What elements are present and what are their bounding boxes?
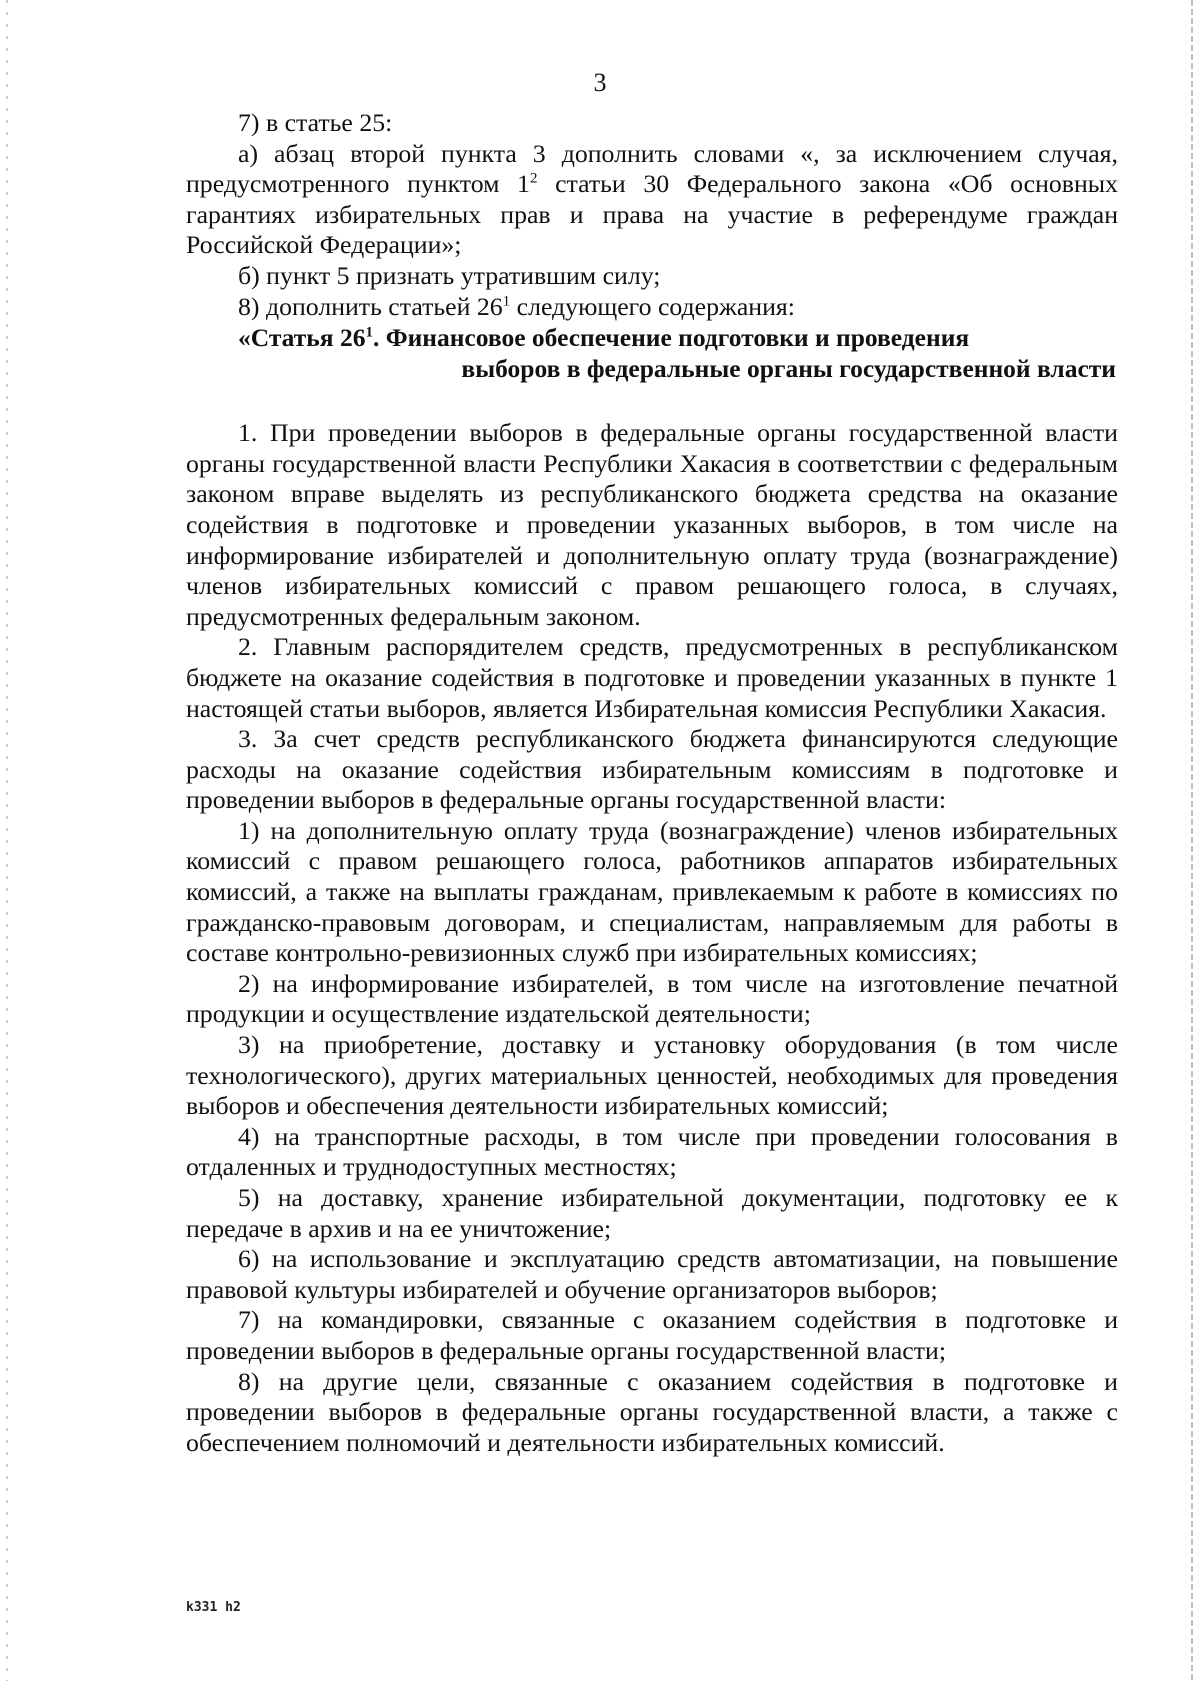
article-paragraph bbox=[186, 418, 1118, 632]
article-paragraph bbox=[186, 969, 1118, 1030]
footer-code: k331 h2 bbox=[186, 1600, 241, 1615]
scan-edge-right bbox=[1191, 0, 1193, 1681]
article-heading bbox=[186, 322, 1118, 384]
paragraph-text: 8) на другие цели, связанные с оказанием содействия в подготовке и проведении выборов в федеральные органы государственной власти, а также с обеспечением полномочий и деятельности избирательных комиссий. bbox=[186, 1366, 1118, 1457]
article-heading-title-line2: выборов в федеральные органы государственной власти bbox=[461, 354, 1116, 384]
paragraph-text: следующего содержания: bbox=[510, 291, 795, 321]
paragraph-text: б) пункт 5 признать утратившим силу; bbox=[238, 260, 661, 290]
paragraph-text: 3) на приобретение, доставку и установку оборудования (в том числе технологического), других материальных ценностей, необходимых для проведения выборов и обеспечения деятельности избирательных комиссий; bbox=[186, 1030, 1118, 1121]
paragraph-text: а) абзац второй пункта 3 дополнить словами «, за исключением случая, предусмотренного пунктом 1 bbox=[186, 138, 1118, 199]
page-number: 3 bbox=[593, 68, 607, 97]
heading-spacer bbox=[186, 384, 1118, 418]
paragraph-text: 6) на использование и эксплуатацию средств автоматизации, на повышение правовой культуры избирателей и обучение организаторов выборов; bbox=[186, 1244, 1118, 1304]
article-heading-sup: 1 bbox=[365, 324, 373, 341]
article-text bbox=[186, 418, 1118, 1458]
amendment-paragraph bbox=[186, 292, 1118, 323]
amendment-paragraph bbox=[186, 261, 1118, 292]
article-paragraph bbox=[186, 816, 1118, 969]
article-heading-title: . Финансовое обеспечение подготовки и проведения bbox=[372, 323, 970, 353]
paragraph-text: 5) на доставку, хранение избирательной документации, подготовку ее к передаче в архив и на ее уничтожение; bbox=[186, 1183, 1118, 1243]
article-paragraph bbox=[186, 1030, 1118, 1122]
paragraph-text: 4) на транспортные расходы, в том числе при проведении голосования в отдаленных и труднодоступных местностях; bbox=[186, 1121, 1118, 1182]
article-paragraph bbox=[186, 724, 1118, 816]
superscript: 2 bbox=[529, 170, 538, 187]
article-paragraph bbox=[186, 1305, 1118, 1366]
amendment-paragraph bbox=[186, 108, 1118, 139]
superscript: 1 bbox=[502, 292, 511, 309]
amendment-list bbox=[186, 108, 1118, 322]
paragraph-text: 7) в статье 25: bbox=[238, 108, 393, 137]
article-paragraph bbox=[186, 1183, 1118, 1244]
paragraph-text: 8) дополнить статьей 26 bbox=[238, 291, 503, 321]
paragraph-text: 2) на информирование избирателей, в том числе на изготовление печатной продукции и осуществление издательской деятельности; bbox=[186, 968, 1118, 1029]
document-body bbox=[186, 108, 1118, 1458]
paragraph-text: статьи 30 Федерального закона «Об основных гарантиях избирательных прав и права на участие в референдуме граждан Российской Федерации»; bbox=[186, 169, 1118, 260]
paragraph-text: 3. За счет средств республиканского бюджета финансируются следующие расходы на оказание содействия избирательным комиссиям в подготовке и проведении выборов в федеральные органы государственной власти: bbox=[186, 724, 1118, 815]
article-heading-prefix: «Статья 26 bbox=[238, 323, 366, 353]
article-paragraph bbox=[186, 1122, 1118, 1183]
amendment-paragraph bbox=[186, 139, 1118, 261]
article-paragraph bbox=[186, 632, 1118, 724]
scan-edge-left bbox=[6, 0, 8, 1681]
paragraph-text: 1. При проведении выборов в федеральные органы государственной власти органы государственной власти Республики Хакасия в соответствии с федеральным законом вправе выделять из республиканского бюджета средства на оказание содействия в подготовке и проведении указанных выборов, в том числе на информирование избирателей и дополнительную оплату труда (вознаграждение) членов избирательных комиссий с правом решающего голоса, в случаях, предусмотренных федеральным законом. bbox=[186, 418, 1118, 631]
paragraph-text: 7) на командировки, связанные с оказанием содействия в подготовке и проведении выборов в федеральные органы государственной власти; bbox=[186, 1305, 1118, 1365]
article-paragraph bbox=[186, 1367, 1118, 1459]
article-paragraph bbox=[186, 1244, 1118, 1305]
paragraph-text: 1) на дополнительную оплату труда (вознаграждение) членов избирательных комиссий с правом решающего голоса, работников аппаратов избирательных комиссий, а также на выплаты гражданам, привлекаемым к работе в комиссиях по гражданско-правовым договорам, и специалистам, направляемым для работы в составе контрольно-ревизионных служб при избирательных комиссиях; bbox=[186, 815, 1118, 968]
paragraph-text: 2. Главным распорядителем средств, предусмотренных в республиканском бюджете на оказание содействия в подготовке и проведении указанных в пункте 1 настоящей статьи выборов, является Избирательная комиссия Республики Хакасия. bbox=[186, 632, 1118, 723]
